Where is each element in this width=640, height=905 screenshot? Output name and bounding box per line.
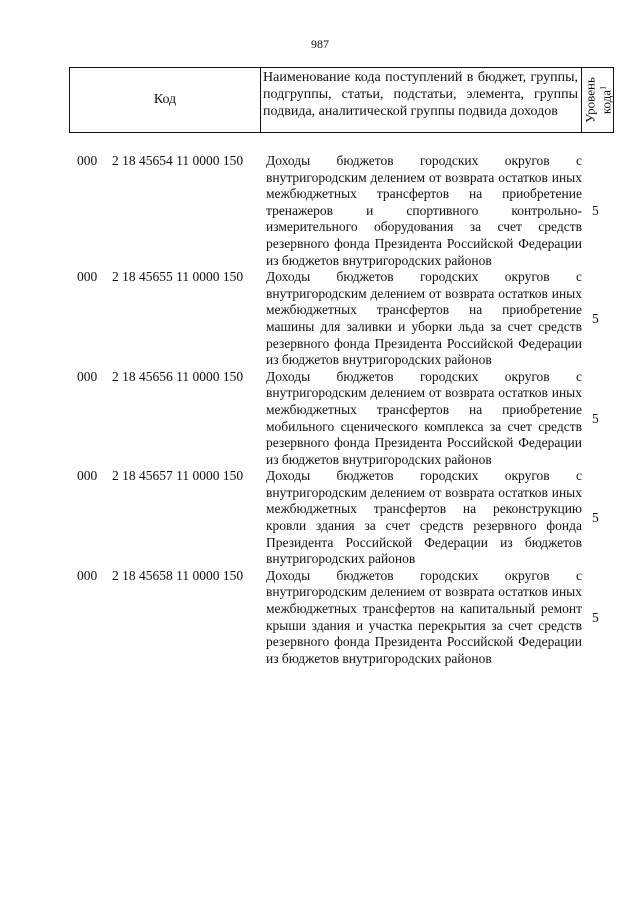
row-level: 5	[592, 410, 599, 426]
row-prefix: 000	[77, 269, 98, 285]
table-header	[69, 67, 614, 133]
row-name: Доходы бюджетов городских округов с внутригородским делением от возврата остатков иных межбюджетных трансфертов на реконструкцию кровли здания за счет средств резервного фонда Президента Российской Федерации из бюджетов внутригородских районов	[266, 468, 582, 567]
table-row	[0, 369, 640, 469]
row-level: 5	[592, 510, 599, 526]
table-row	[0, 269, 640, 369]
header-level-footnote: 1	[598, 85, 608, 90]
table-row	[0, 153, 640, 269]
row-code: 2 18 45657 11 0000 150	[112, 468, 244, 484]
header-level-label	[583, 77, 612, 123]
row-code: 2 18 45656 11 0000 150	[112, 368, 244, 384]
row-prefix: 000	[77, 368, 98, 384]
row-name: Доходы бюджетов городских округов с внутригородским делением от возврата остатков иных межбюджетных трансфертов на приобретение мобильного сценического комплекса за счет средств резервного фонда Президента Российской Федерации из бюджетов внутригородских районов	[266, 368, 582, 467]
row-name: Доходы бюджетов городских округов с внутригородским делением от возврата остатков иных межбюджетных трансфертов на приобретение тренажеров и спортивного контрольно-измерительного оборудования за счет средств резервного фонда Президента Российской Федерации из бюджетов внутригородских районов	[266, 153, 582, 268]
row-level: 5	[592, 609, 599, 625]
header-code-label: Код	[70, 68, 261, 132]
header-name-label: Наименование кода поступлений в бюджет, группы, подгруппы, статьи, подстатьи, элемента, группы подвида, аналитической группы подвида доходов	[263, 70, 578, 119]
row-prefix: 000	[77, 567, 98, 583]
row-name: Доходы бюджетов городских округов с внутригородским делением от возврата остатков иных межбюджетных трансфертов на приобретение машины для заливки и уборки льда за счет средств резервного фонда Президента Российской Федерации из бюджетов внутригородских районов	[266, 269, 582, 368]
row-code: 2 18 45655 11 0000 150	[112, 269, 244, 285]
header-level-cell	[581, 68, 614, 132]
row-level: 5	[592, 203, 599, 219]
row-prefix: 000	[77, 468, 98, 484]
row-level: 5	[592, 310, 599, 326]
table-row	[0, 468, 640, 568]
row-name: Доходы бюджетов городских округов с внутригородским делением от возврата остатков иных межбюджетных трансфертов на капитальный ремонт крыши здания и участка перекрытия за счет средств резервного фонда Президента Российской Федерации из бюджетов внутригородских районов	[266, 567, 582, 666]
header-level-line2: кода	[598, 89, 614, 115]
header-level-line1: Уровень	[582, 77, 598, 123]
page-number: 987	[311, 37, 329, 51]
row-code: 2 18 45654 11 0000 150	[112, 153, 244, 168]
row-code: 2 18 45658 11 0000 150	[112, 567, 244, 583]
table-body	[0, 153, 640, 667]
table-row	[0, 568, 640, 668]
row-prefix: 000	[77, 153, 98, 168]
